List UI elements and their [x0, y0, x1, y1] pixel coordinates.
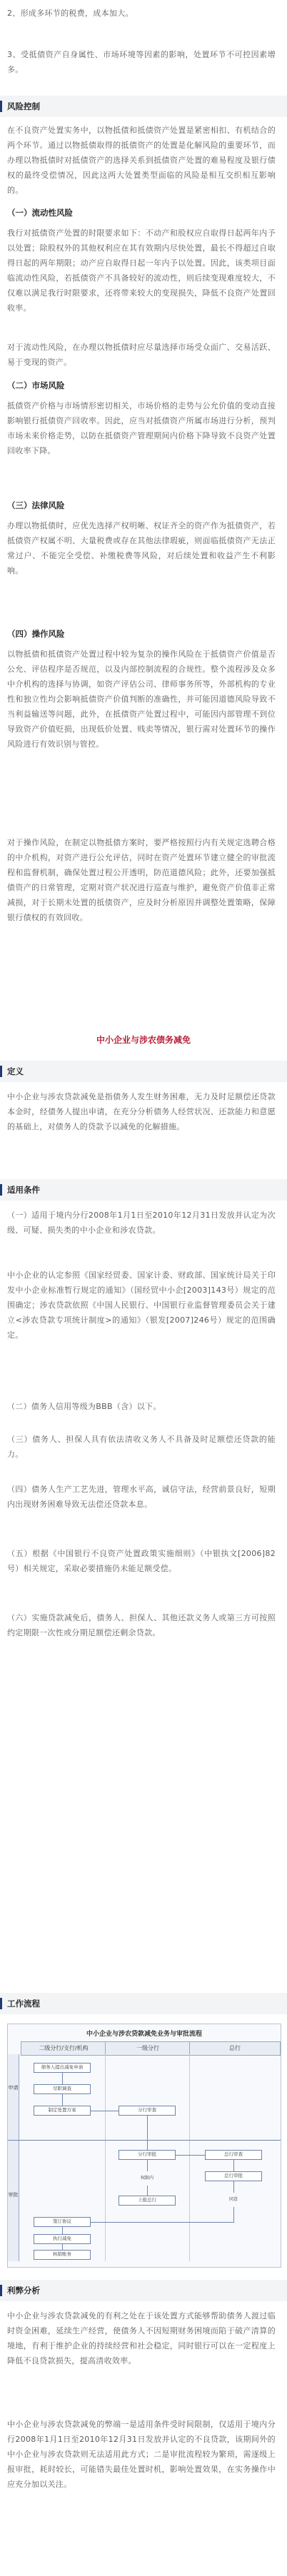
- paragraph: 以物抵债和抵债资产处置过程中较为复杂的操作风险在于抵债资产价值是否公允、评估程序是否规范，以及内部控制流程的合规性。整个流程涉及众多中介机构的选择与协调，如资产评估公司、律师事务所等，外部机构的专业性和独立性均会影响抵债资产价值判断的准确性，并可能因道德风险导致不当利益输送等问题，此外，在抵债资产处置过程中，可能因内部管理不到位导致资产价值贬损，出现低价处置、贱卖等情况，银行需对处置环节的操作风险进行有效识别与管控。: [7, 650, 276, 749]
- section-accent-bar: [0, 1998, 2, 2009]
- subheading-legal: （三）法律风险: [7, 500, 65, 510]
- flow-step: 总行审查: [205, 2150, 262, 2160]
- section-accent-bar: [0, 101, 2, 112]
- paragraph: 3、受抵债资产自身属性、市场环境等因素的影响，处置环节不可控因素增多。: [7, 50, 276, 74]
- flow-decision: 同意: [221, 2193, 246, 2207]
- flow-step: 签订协议: [34, 2217, 91, 2227]
- flow-connector: [91, 2222, 234, 2223]
- section-header-definition: [0, 1061, 287, 1082]
- paragraph: 中小企业与涉农贷款减免的有利之处在于该处置方式能够帮助债务人渡过临时资金困难，延续生产经营，使债务人不因短期财务困境而陷于破产清算的境地，有利于维护企业的持续经营和社会稳定，同时银行可以在一定程度上降低不良贷款损失，提高清收效率。: [7, 2311, 276, 2365]
- paragraph: 在不良资产处置实务中，以物抵债和抵债资产处置是紧密相扣、有机结合的两个环节。通过以物抵债取得的抵债资产的处置是化解风险的重要环节，而办理以物抵债时对抵债资产的选择关系到抵债资产处置的难易程度及银行债权的最终受偿情况，因此这两大处置类型面临的风险是相互交织相互影响的。: [7, 126, 276, 195]
- section-header-conditions: [0, 1179, 287, 1201]
- section-header-proscons: [0, 2280, 287, 2301]
- flow-step: 尽职调查: [34, 2084, 91, 2094]
- paragraph: 2、形成多环节的税费，成本加大。: [7, 9, 134, 18]
- lane-divider: [189, 2054, 190, 2261]
- flow-step: 上报总行: [119, 2196, 176, 2206]
- flow-connector: [233, 2160, 234, 2171]
- phase-label: 审批: [8, 2140, 19, 2261]
- flow-decision: 权限内: [135, 2171, 159, 2186]
- paragraph: 抵债资产价格与市场情形密切相关，市场价格的走势与公允价值的变动直接影响银行抵债资产回收率。因此，应当对抵债资产所属市场进行分析，预判市场未来价格走势，以防在抵债资产管理期间内价格下降导致不良资产处置回收率下降。: [7, 401, 276, 455]
- flow-connector: [233, 2207, 234, 2222]
- lane-divider: [105, 2054, 106, 2261]
- lane-header: 二级分行/支行/机构: [21, 2041, 106, 2056]
- condition-item: （四）债务人生产工艺先进，管理水平高，诚信守法，经营前景良好，短期内出现财务困难导致无法偿还贷款本息。: [7, 1485, 276, 1509]
- workflow-diagram: [7, 2024, 281, 2268]
- lane-header: 一级分行: [105, 2041, 191, 2056]
- condition-item: （五）根据《中国银行不良资产处置政策实施细则》（中银执文[2006]82号）相关规定，采取必要措施仍未能足额受偿。: [7, 1549, 276, 1573]
- paragraph: 中小企业与涉农贷款减免的弊端一是适用条件受时间限制，仅适用于境内分行2008年1月1日至2010年12月31日发放并认定的不良贷款，该期间外的中小企业与涉农贷款则无法适用此方式；二是审批流程较为繁琐，需逐级上报审批，耗时较长，可能错失最佳处置时机，影响处置效果，在实务操作中应充分加以关注。: [7, 2420, 276, 2489]
- flow-step: 债务人提出减免申请: [34, 2063, 91, 2073]
- condition-item: （二）债务人信用等级为BBB（含）以下。: [7, 1402, 161, 1411]
- phase-divider: [8, 2140, 281, 2141]
- flow-connector: [62, 2244, 63, 2250]
- flow-step: 分行审批: [119, 2150, 176, 2160]
- subheading-operation: （四）操作风险: [7, 629, 65, 639]
- flow-connector: [62, 2094, 63, 2106]
- paragraph: 我行对抵债资产处置的时限要求如下：不动产和股权应自取得日起两年内予以处置；除股权外的其他权利应在其有效期内尽快处置，最长不得超过自取得日起的两年期限；动产应自取得日起一年内予以处置。因此，该类项目面临流动性风险，若抵债资产不具备较好的流动性，则后续变现难度较大，不仅难以满足我行时限要求，还将带来较大的变现损失，降低不良资产处置回收率。: [7, 228, 276, 313]
- subheading-market: （二）市场风险: [7, 380, 65, 390]
- section-title: 风险控制: [7, 101, 40, 111]
- center-title: 中小企业与涉农债务减免: [96, 1035, 191, 1045]
- flow-connector: [62, 2073, 63, 2084]
- section-accent-bar: [0, 2285, 2, 2296]
- flow-step: 执行减免: [34, 2234, 91, 2244]
- flow-connector: [147, 2116, 148, 2150]
- section-accent-bar: [0, 1066, 2, 1077]
- section-title: 定义: [7, 1066, 24, 1076]
- flow-step: 制定处置方案: [34, 2106, 91, 2116]
- section-header-risk: [0, 96, 287, 117]
- section-title: 工作流程: [7, 1999, 40, 2009]
- workflow-title: 中小企业与涉农贷款减免业务与审批流程: [86, 2031, 202, 2038]
- flow-connector: [62, 2227, 63, 2234]
- subheading-liquidity: （一）流动性风险: [7, 208, 73, 218]
- section-title: 适用条件: [7, 1185, 40, 1195]
- section-accent-bar: [0, 1184, 2, 1196]
- flow-step: 总行审批: [205, 2171, 262, 2181]
- flow-step: 分行审查: [119, 2106, 176, 2116]
- flow-connector: [233, 2181, 234, 2193]
- flow-connector: [176, 2155, 205, 2156]
- paragraph: 对于流动性风险，在办理以物抵债时应尽量选择市场受众面广、交易活跃、易于变现的资产。: [7, 343, 276, 367]
- condition-item: （六）实施贷款减免后，债务人、担保人、其他还款义务人或第三方可按照约定期限一次性或分期足额偿还剩余贷款。: [7, 1613, 276, 1637]
- flow-connector: [147, 2186, 148, 2196]
- paragraph: 办理以物抵债时，应优先选择产权明晰、权证齐全的资产作为抵债资产，若抵债资产权属不明、大量税费或存在其他法律瑕疵，则面临抵债资产无法正常过户、不能完全受偿、补缴税费等风险，对后续处置和收益产生不利影响。: [7, 521, 276, 575]
- condition-item: （一）适用于境内分行2008年1月1日至2010年12月31日发放并认定为次级、可疑、损失类的中小企业和涉农贷款。: [7, 1211, 276, 1235]
- section-title: 利弊分析: [7, 2285, 40, 2295]
- flow-connector: [147, 2160, 148, 2171]
- phase-label: 申请: [8, 2054, 19, 2140]
- lane-header: 总行: [189, 2041, 281, 2056]
- condition-item: （三）债务人、担保人具有依法清收义务人不具备及时足额偿还贷款的能力。: [7, 1435, 276, 1459]
- paragraph: 中小企业与涉农贷款减免是指债务人发生财务困难，无力及时足额偿还贷款本金时，经债务人提出申请，在充分分析债务人经营状况、还款能力和意愿的基础上，对债务人的贷款予以减免的化解措施。: [7, 1092, 276, 1131]
- paragraph: 中小企业的认定参照《国家经贸委、国家计委、财政部、国家统计局关于印发中小企业标准暂行规定的通知》（国经贸中小企[2003]143号）规定的范围确定；涉农贷款依照《中国人民银行、中国银行业监督管理委员会关于建立<涉农贷款专项统计制度>的通知》（银发[2007]246号）规定的范围确定。: [7, 1271, 276, 1340]
- section-header-workflow: [0, 1993, 287, 2014]
- paragraph: 对于操作风险，在制定以物抵债方案时，要严格按照行内有关规定选聘合格的中介机构，对资产进行公允评估，同时在资产处置环节建立健全的审批流程和监督机制，确保处置过程公开透明，防范道德风险；此外，还要加强抵债资产的日常管理，定期对资产状况进行巡查与维护，避免资产价值非正常减损，对于长期未处置的抵债资产，应及时分析原因并调整处置策略，保障银行债权的有效回收。: [7, 838, 276, 922]
- flow-step: 核销账务: [34, 2250, 91, 2260]
